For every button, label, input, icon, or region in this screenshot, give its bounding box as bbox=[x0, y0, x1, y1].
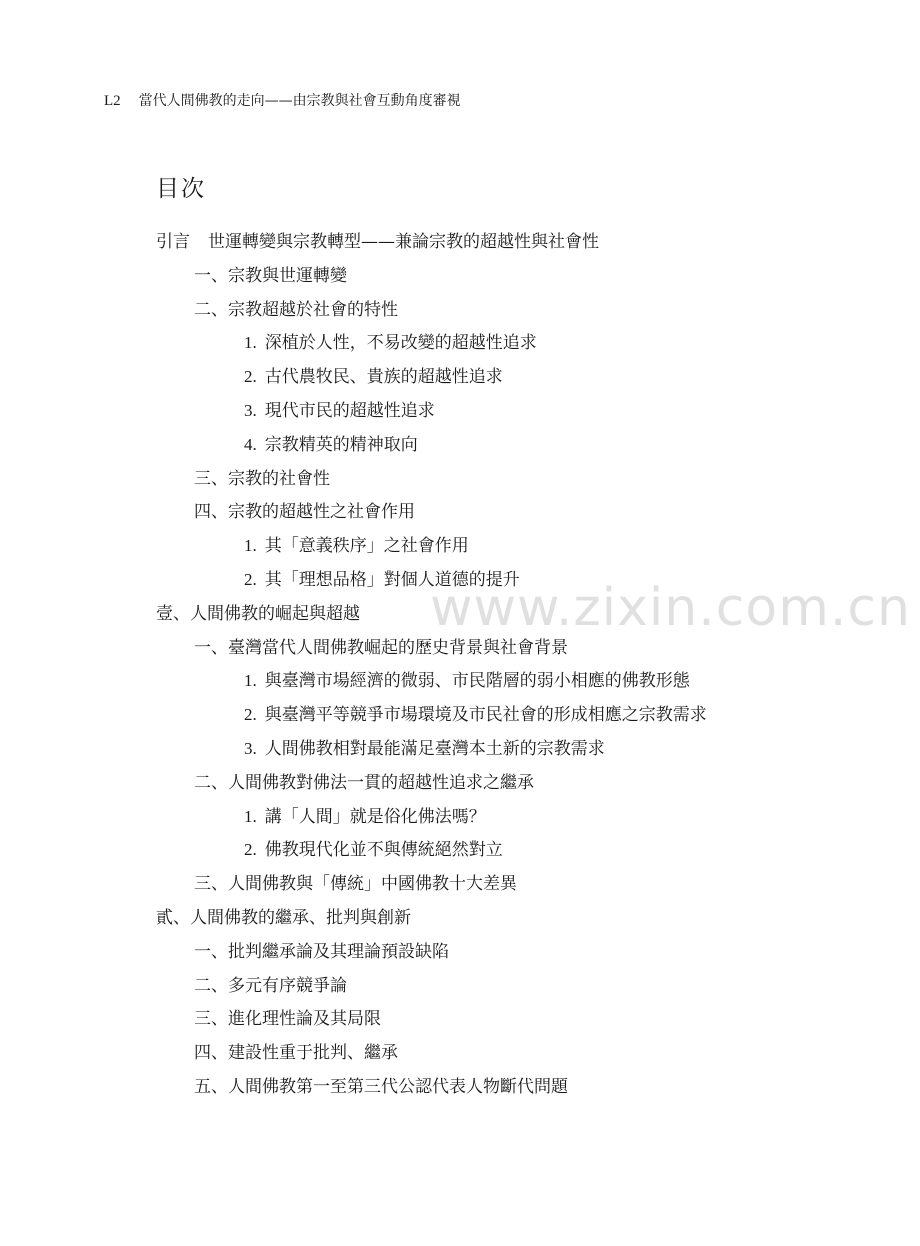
toc-entry-text: 佛教現代化並不與傳統絕然對立 bbox=[264, 840, 503, 861]
toc-entry-text: 深植於人性，不易改變的超越性追求 bbox=[264, 333, 537, 354]
toc-entry-text: 二、多元有序競爭論 bbox=[194, 975, 347, 996]
toc-entry-text: 與臺灣市場經濟的微弱、市民階層的弱小相應的佛教形態 bbox=[264, 671, 690, 692]
toc-entry bbox=[156, 230, 599, 254]
toc-entry-number: 1. bbox=[244, 333, 257, 353]
toc-entry-number: 2. bbox=[244, 840, 257, 860]
toc-entry bbox=[194, 974, 347, 998]
toc-entry-text: 與臺灣平等競爭市場環境及市民社會的形成相應之宗教需求 bbox=[264, 705, 707, 726]
toc-entry-text: 其「理想品格」對個人道德的提升 bbox=[264, 570, 520, 590]
toc-entry-text: 三、進化理性論及其局限 bbox=[194, 1009, 381, 1030]
toc-entry bbox=[194, 771, 534, 795]
toc-entry-text: 貳、人間佛教的繼承、批判與創新 bbox=[156, 908, 411, 928]
toc-entry bbox=[244, 737, 605, 761]
toc-entry-text: 一、宗教與世運轉變 bbox=[194, 265, 347, 286]
toc-entry bbox=[244, 838, 503, 862]
toc-entry-number: 3. bbox=[244, 401, 257, 420]
watermark: www.zixin.com.cn bbox=[430, 578, 911, 638]
toc-entry bbox=[194, 500, 415, 524]
toc-entry bbox=[194, 1075, 568, 1099]
toc-entry bbox=[194, 264, 347, 288]
toc-entry bbox=[244, 534, 469, 558]
toc-entry bbox=[156, 602, 360, 626]
toc-entry-text: 現代市民的超越性追求 bbox=[264, 401, 435, 421]
toc-entry-text: 一、臺灣當代人間佛教崛起的歷史背景與社會背景 bbox=[194, 637, 568, 658]
toc-entry-text: 三、人間佛教與「傳統」中國佛教十大差異 bbox=[194, 874, 517, 895]
toc-entry-text: 三、宗教的社會性 bbox=[194, 468, 330, 489]
toc-entry bbox=[194, 1007, 381, 1031]
toc-entry-number: 2. bbox=[244, 570, 257, 589]
toc-entry bbox=[156, 906, 411, 930]
toc-entry-text: 一、批判繼承論及其理論預設缺陷 bbox=[194, 941, 449, 962]
toc-entry-text: 人間佛教相對最能滿足臺灣本土新的宗教需求 bbox=[264, 739, 605, 759]
toc-entry-text: 二、人間佛教對佛法一貫的超越性追求之繼承 bbox=[194, 772, 534, 793]
toc-entry-number: 4. bbox=[244, 434, 257, 454]
toc-entry bbox=[194, 298, 398, 322]
toc-entry-text: 四、宗教的超越性之社會作用 bbox=[194, 502, 415, 523]
toc-entry bbox=[194, 636, 568, 660]
toc-entry bbox=[244, 433, 418, 457]
toc-entry-number: 1. bbox=[244, 536, 257, 556]
toc-entry bbox=[244, 703, 707, 727]
toc-entry-text: 其「意義秩序」之社會作用 bbox=[264, 536, 469, 557]
toc-entry bbox=[194, 872, 517, 896]
toc-entry-prefix: 引言 bbox=[156, 232, 190, 252]
toc-entry-number: 2. bbox=[244, 367, 257, 387]
toc-entry bbox=[244, 331, 537, 355]
toc-entry bbox=[244, 399, 435, 423]
toc-entry-text: 宗教精英的精神取向 bbox=[264, 434, 418, 455]
toc-entry-text: 二、宗教超越於社會的特性 bbox=[194, 299, 398, 320]
running-title: 當代人間佛教的走向——由宗教與社會互動角度審視 bbox=[138, 93, 461, 109]
toc-entry bbox=[194, 940, 449, 964]
toc-entry-text: 壹、人間佛教的崛起與超越 bbox=[156, 603, 360, 624]
toc-title: 目次 bbox=[156, 176, 206, 202]
toc-entry-number: 3. bbox=[244, 739, 257, 758]
toc-entry bbox=[244, 669, 690, 693]
toc-entry-text: 五、人間佛教第一至第三代公認代表人物斷代問題 bbox=[194, 1077, 568, 1097]
toc-entry-text: 講「人間」就是俗化佛法嗎？ bbox=[264, 806, 486, 827]
toc-entry bbox=[244, 805, 486, 829]
toc-entry bbox=[194, 1041, 398, 1065]
running-header bbox=[104, 91, 461, 111]
toc-entry bbox=[194, 467, 330, 491]
toc-entry-number: 2. bbox=[244, 705, 257, 725]
page-number: L2 bbox=[104, 93, 121, 109]
toc-entry bbox=[244, 365, 503, 389]
toc-entry-text: 世運轉變與宗教轉型——兼論宗教的超越性與社會性 bbox=[208, 232, 599, 252]
toc-entry-number: 1. bbox=[244, 671, 257, 691]
toc-entry-text: 四、建設性重于批判、繼承 bbox=[194, 1043, 398, 1064]
toc-entry-text: 古代農牧民、貴族的超越性追求 bbox=[264, 367, 503, 388]
toc-entry-number: 1. bbox=[244, 806, 257, 826]
